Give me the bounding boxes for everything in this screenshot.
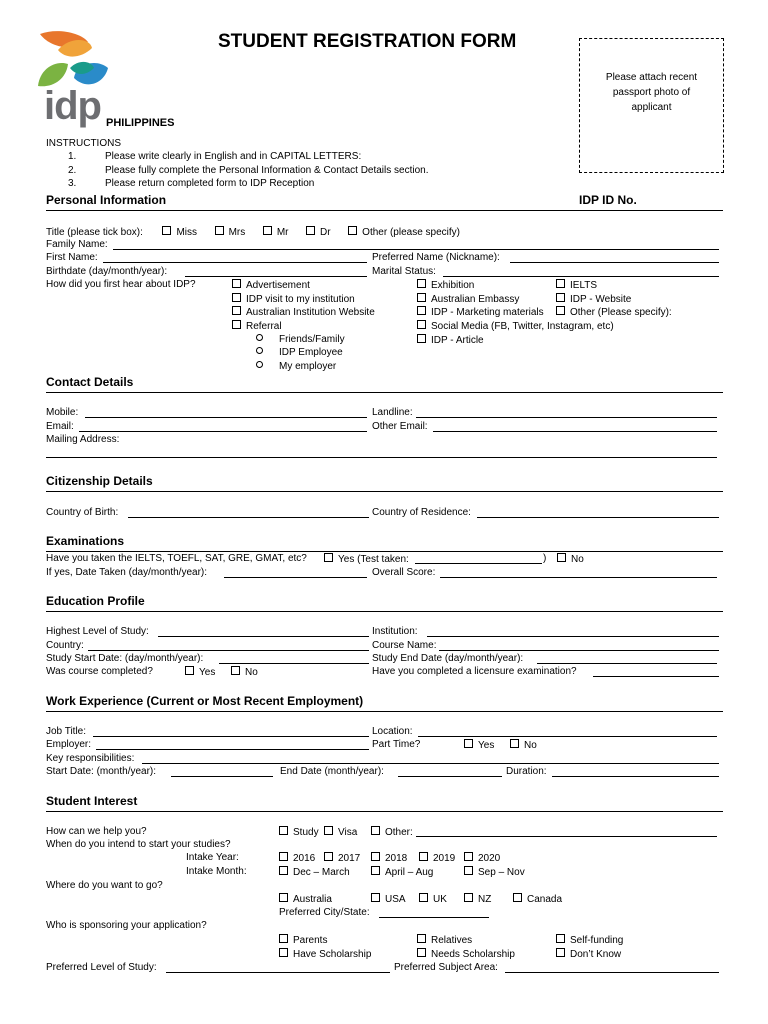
part-time-label: Part Time?: [372, 739, 421, 750]
checkbox-icon: [279, 893, 288, 902]
referral-sub-option[interactable]: Friends/Family: [256, 334, 345, 346]
checkbox-icon: [513, 893, 522, 902]
mobile-label: Mobile:: [46, 407, 79, 418]
checkbox-icon: [464, 893, 473, 902]
date-taken-field[interactable]: [224, 577, 367, 578]
exam-no-option[interactable]: No: [557, 553, 584, 566]
checkbox-icon: [556, 293, 565, 302]
duration-field[interactable]: [552, 776, 719, 777]
study-start-label: Study Start Date: (day/month/year):: [46, 653, 204, 664]
hear-option[interactable]: Exhibition: [417, 279, 474, 292]
checkbox-icon: [162, 226, 171, 235]
country-option[interactable]: USA: [371, 893, 406, 906]
overall-score-label: Overall Score:: [372, 567, 436, 578]
completed-yes-option[interactable]: Yes: [185, 666, 215, 679]
instruction-text: Please write clearly in English and in CAPITAL LETTERS:: [105, 151, 362, 162]
checkbox-icon: [371, 893, 380, 902]
family-name-field[interactable]: [113, 249, 719, 250]
checkbox-icon: [419, 852, 428, 861]
checkbox-icon: [279, 852, 288, 861]
section-heading-exams: Examinations: [46, 534, 125, 548]
checkbox-icon: [348, 226, 357, 235]
intake-year-label: Intake Year:: [186, 852, 239, 863]
checkbox-icon: [231, 666, 240, 675]
checkbox-icon: [324, 553, 333, 562]
sponsor-option[interactable]: Needs Scholarship: [417, 948, 515, 961]
checkbox-icon: [232, 279, 241, 288]
study-end-field[interactable]: [537, 663, 717, 664]
checkbox-icon: [306, 226, 315, 235]
checkbox-icon: [417, 293, 426, 302]
checkbox-icon: [279, 866, 288, 875]
hear-label: How did you first hear about IDP?: [46, 279, 196, 290]
photo-box[interactable]: [579, 38, 724, 173]
hear-option[interactable]: Social Media (FB, Twitter, Instagram, etc): [417, 320, 614, 333]
city-field[interactable]: [379, 917, 489, 918]
instruction-text: Please return completed form to IDP Reception: [105, 178, 315, 189]
photo-box-text: Please attach recent passport photo of applicant: [605, 72, 698, 113]
birthdate-field[interactable]: [185, 276, 367, 277]
checkbox-icon: [510, 739, 519, 748]
instructions-heading: INSTRUCTIONS: [46, 138, 121, 149]
employer-label: Employer:: [46, 739, 92, 750]
checkbox-icon: [419, 893, 428, 902]
section-heading-interest: Student Interest: [46, 794, 138, 808]
checkbox-icon: [464, 866, 473, 875]
preferred-name-field[interactable]: [510, 262, 719, 263]
checkbox-icon: [417, 948, 426, 957]
checkbox-icon: [417, 334, 426, 343]
page-title: STUDENT REGISTRATION FORM: [218, 31, 517, 52]
checkbox-icon: [557, 553, 566, 562]
idp-id-label: IDP ID No.: [579, 193, 637, 207]
checkbox-icon: [371, 866, 380, 875]
preferred-level-field[interactable]: [166, 972, 390, 973]
bullet-icon: [256, 361, 263, 368]
section-divider: [46, 811, 723, 812]
mobile-field[interactable]: [85, 417, 367, 418]
employer-field[interactable]: [96, 749, 369, 750]
hear-option[interactable]: IDP visit to my institution: [232, 293, 355, 306]
preferred-level-label: Preferred Level of Study:: [46, 962, 157, 973]
email-label: Email:: [46, 421, 74, 432]
month-option[interactable]: Sep – Nov: [464, 866, 525, 879]
highest-level-field[interactable]: [158, 636, 369, 637]
institution-label: Institution:: [372, 626, 418, 637]
hear-option[interactable]: IDP - Marketing materials: [417, 306, 544, 319]
location-label: Location:: [372, 726, 413, 737]
other-email-field[interactable]: [433, 431, 717, 432]
section-divider: [46, 392, 723, 393]
responsibilities-field[interactable]: [142, 763, 719, 764]
section-heading-education: Education Profile: [46, 594, 145, 608]
checkbox-icon: [556, 934, 565, 943]
landline-label: Landline:: [372, 407, 413, 418]
checkbox-icon: [417, 320, 426, 329]
other-email-label: Other Email:: [372, 421, 428, 432]
checkbox-icon: [417, 934, 426, 943]
completed-no-option[interactable]: No: [231, 666, 258, 679]
exam-yes-option[interactable]: Yes (Test taken:: [324, 553, 409, 566]
checkbox-icon: [215, 226, 224, 235]
help-option-other[interactable]: Other:: [371, 826, 413, 839]
help-label: How can we help you?: [46, 826, 147, 837]
sponsor-option[interactable]: Don’t Know: [556, 948, 621, 961]
help-option-study[interactable]: Study: [279, 826, 319, 839]
checkbox-icon: [464, 739, 473, 748]
checkbox-icon: [417, 279, 426, 288]
section-divider: [46, 491, 723, 492]
section-divider: [46, 210, 723, 211]
study-start-field[interactable]: [219, 663, 369, 664]
work-start-label: Start Date: (month/year):: [46, 766, 157, 777]
leaf-green-icon: [38, 63, 68, 86]
landline-field[interactable]: [416, 417, 717, 418]
study-end-label: Study End Date (day/month/year):: [372, 653, 524, 664]
intake-month-label: Intake Month:: [186, 866, 247, 877]
section-divider: [46, 551, 723, 552]
bullet-icon: [256, 334, 263, 341]
course-name-label: Course Name:: [372, 640, 437, 651]
country-option[interactable]: UK: [419, 893, 447, 906]
part-time-yes-option[interactable]: Yes: [464, 739, 494, 752]
bullet-icon: [256, 347, 263, 354]
country-of-residence-field[interactable]: [477, 517, 719, 518]
country-option[interactable]: Australia: [279, 893, 332, 906]
country-of-residence-label: Country of Residence:: [372, 507, 471, 518]
mailing-address-label: Mailing Address:: [46, 434, 120, 445]
year-option[interactable]: 2020: [464, 852, 500, 865]
checkbox-icon: [279, 948, 288, 957]
email-field[interactable]: [79, 431, 367, 432]
mailing-address-field[interactable]: [46, 457, 717, 458]
instruction-text: Please fully complete the Personal Information & Contact Details section.: [105, 165, 429, 176]
preferred-name-label: Preferred Name (Nickname):: [372, 252, 500, 263]
checkbox-icon: [324, 852, 333, 861]
instruction-num: 2.: [68, 165, 77, 176]
checkbox-icon: [232, 306, 241, 315]
location-field[interactable]: [418, 736, 717, 737]
licensure-field[interactable]: [593, 676, 719, 677]
hear-option[interactable]: Australian Institution Website: [232, 306, 375, 319]
referral-sub-option[interactable]: My employer: [256, 361, 336, 373]
city-label: Preferred City/State:: [279, 907, 370, 918]
year-option[interactable]: 2018: [371, 852, 407, 865]
checkbox-icon: [263, 226, 272, 235]
help-option-visa[interactable]: Visa: [324, 826, 357, 839]
family-name-label: Family Name:: [46, 239, 108, 250]
checkbox-icon: [232, 293, 241, 302]
job-title-label: Job Title:: [46, 726, 87, 737]
title-row: [46, 226, 460, 239]
marital-status-field[interactable]: [443, 276, 719, 277]
year-option[interactable]: 2017: [324, 852, 360, 865]
work-end-label: End Date (month/year):: [280, 766, 384, 777]
month-option[interactable]: April – Aug: [371, 866, 433, 879]
birthdate-label: Birthdate (day/month/year):: [46, 266, 168, 277]
edu-country-label: Country:: [46, 640, 84, 651]
title-option-other[interactable]: Other (please specify): [348, 227, 460, 238]
hear-option[interactable]: Referral: [232, 320, 282, 333]
year-option[interactable]: 2016: [279, 852, 315, 865]
year-option[interactable]: 2019: [419, 852, 455, 865]
licensure-label: Have you completed a licensure examination?: [372, 666, 577, 677]
part-time-no-option[interactable]: No: [510, 739, 537, 752]
sponsor-option[interactable]: Self-funding: [556, 934, 623, 947]
exam-question: Have you taken the IELTS, TOEFL, SAT, GRE, GMAT, etc?: [46, 553, 307, 564]
hear-option[interactable]: Other (Please specify):: [556, 306, 672, 319]
country-of-birth-label: Country of Birth:: [46, 507, 119, 518]
checkbox-icon: [464, 852, 473, 861]
checkbox-icon: [417, 306, 426, 315]
responsibilities-label: Key responsibilities:: [46, 753, 135, 764]
hear-option[interactable]: IDP - Website: [556, 293, 631, 306]
highest-level-label: Highest Level of Study:: [46, 626, 149, 637]
first-name-field[interactable]: [103, 262, 367, 263]
checkbox-icon: [279, 934, 288, 943]
edu-country-field[interactable]: [88, 650, 369, 651]
checkbox-icon: [556, 279, 565, 288]
hear-option[interactable]: Australian Embassy: [417, 293, 519, 306]
logo-sub: PHILIPPINES: [106, 117, 175, 129]
work-start-field[interactable]: [171, 776, 273, 777]
completed-label: Was course completed?: [46, 666, 153, 677]
sponsor-label: Who is sponsoring your application?: [46, 920, 207, 931]
course-name-field[interactable]: [439, 650, 719, 651]
month-option[interactable]: Dec – March: [279, 866, 350, 879]
sponsor-option[interactable]: Have Scholarship: [279, 948, 371, 961]
hear-option[interactable]: Advertisement: [232, 279, 310, 292]
logo-text: idp: [44, 84, 101, 128]
checkbox-icon: [371, 852, 380, 861]
title-option-dr[interactable]: Dr: [306, 227, 331, 238]
duration-label: Duration:: [506, 766, 547, 777]
preferred-subject-field[interactable]: [505, 972, 719, 973]
country-option[interactable]: Canada: [513, 893, 562, 906]
instruction-num: 1.: [68, 151, 77, 162]
hear-option[interactable]: IELTS: [556, 279, 597, 292]
marital-status-label: Marital Status:: [372, 266, 436, 277]
where-label: Where do you want to go?: [46, 880, 163, 891]
checkbox-icon: [556, 948, 565, 957]
job-title-field[interactable]: [93, 736, 369, 737]
instruction-num: 3.: [68, 178, 77, 189]
hear-option[interactable]: IDP - Article: [417, 334, 484, 347]
when-label: When do you intend to start your studies?: [46, 839, 231, 850]
help-other-field[interactable]: [416, 836, 717, 837]
work-end-field[interactable]: [398, 776, 502, 777]
section-divider: [46, 611, 723, 612]
section-heading-contact: Contact Details: [46, 375, 134, 389]
test-taken-field[interactable]: [415, 563, 542, 564]
checkbox-icon: [232, 320, 241, 329]
checkbox-icon: [371, 826, 380, 835]
first-name-label: First Name:: [46, 252, 98, 263]
exam-yes-close: ): [543, 553, 547, 564]
section-divider: [46, 711, 723, 712]
title-option-mr[interactable]: Mr: [263, 227, 289, 238]
section-heading-citizenship: Citizenship Details: [46, 474, 153, 488]
section-heading-work: Work Experience (Current or Most Recent Employment): [46, 694, 364, 708]
checkbox-icon: [324, 826, 333, 835]
title-option-mrs[interactable]: Mrs: [215, 227, 246, 238]
sponsor-option[interactable]: Relatives: [417, 934, 472, 947]
section-heading-personal: Personal Information: [46, 193, 167, 207]
checkbox-icon: [556, 306, 565, 315]
title-option-miss[interactable]: Miss: [162, 227, 197, 238]
institution-field[interactable]: [427, 636, 719, 637]
referral-sub-option[interactable]: IDP Employee: [256, 347, 343, 359]
country-of-birth-field[interactable]: [128, 517, 369, 518]
title-label: Title (please tick box):: [46, 227, 143, 238]
checkbox-icon: [279, 826, 288, 835]
preferred-subject-label: Preferred Subject Area:: [394, 962, 498, 973]
country-option[interactable]: NZ: [464, 893, 491, 906]
overall-score-field[interactable]: [440, 577, 717, 578]
sponsor-option[interactable]: Parents: [279, 934, 327, 947]
date-taken-label: If yes, Date Taken (day/month/year):: [46, 567, 208, 578]
checkbox-icon: [185, 666, 194, 675]
